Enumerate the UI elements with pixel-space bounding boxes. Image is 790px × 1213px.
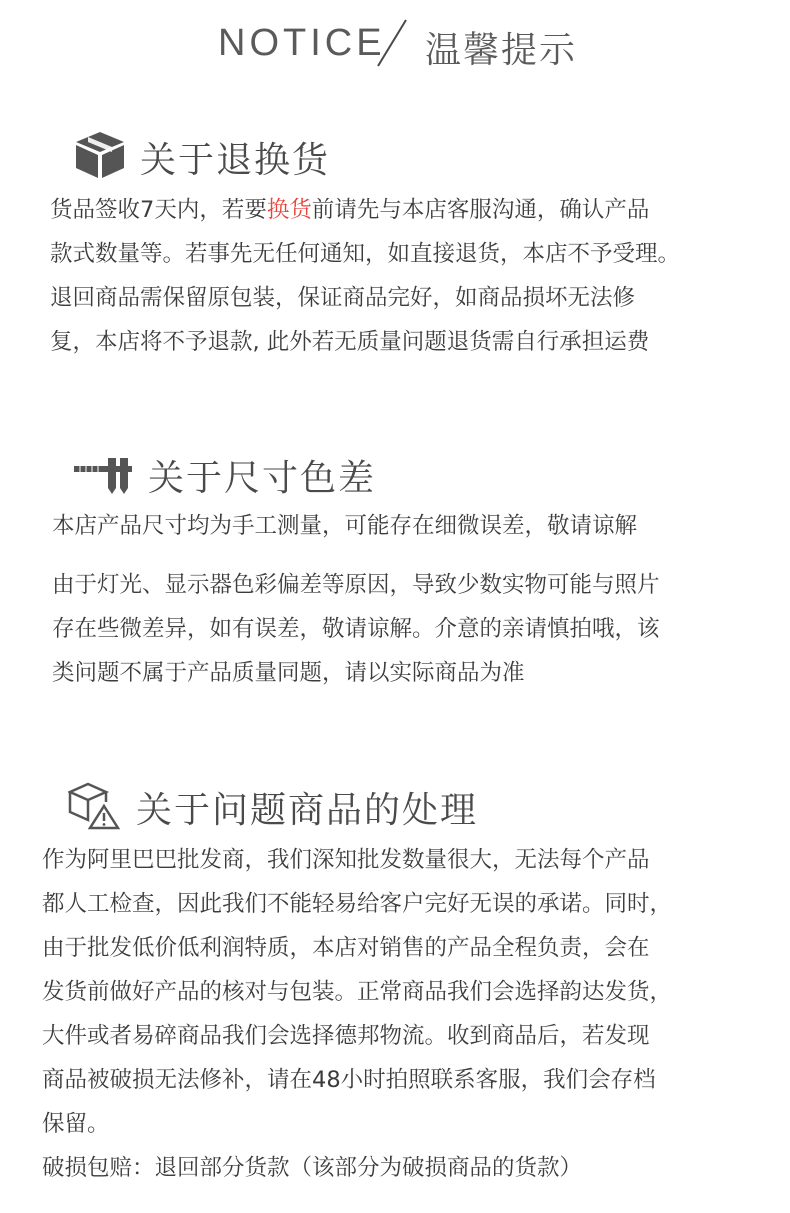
section-problem-label: 关于问题商品的处理 <box>136 789 479 831</box>
text-line: 复，本店将不予退款, 此外若无质量问题退货需自行承担运费 <box>50 329 650 355</box>
text-line: 发货前做好产品的核对与包装。正常商品我们会选择韵达发货， <box>42 979 673 1005</box>
section-returns-label: 关于退换货 <box>140 139 331 181</box>
text-line: 保留。 <box>42 1111 110 1137</box>
text-line: 大件或者易碎商品我们会选择德邦物流。收到商品后，若发现 <box>42 1023 650 1049</box>
caliper-icon <box>74 448 134 502</box>
text-line: 作为阿里巴巴批发商，我们深知批发数量很大，无法每个产品 <box>42 847 650 873</box>
box-icon <box>74 130 126 184</box>
text-line <box>50 188 680 232</box>
slash-divider <box>372 18 412 70</box>
section-returns-title <box>74 130 330 184</box>
text-line: 款式数量等。若事先无任何通知，如直接退货，本店不予受理。 <box>50 241 681 267</box>
highlight-exchange: 换货 <box>266 197 312 223</box>
notice-title-cn: 温馨提示 <box>425 30 578 71</box>
text-line: 类问题不属于产品质量同题，请以实际商品为准 <box>52 660 525 686</box>
text-line: 退回商品需保留原包装，保证商品完好，如商品损坏无法修 <box>50 285 636 311</box>
text-line: 商品被破损无法修补，请在48小时拍照联系客服，我们会存档 <box>42 1067 656 1093</box>
notice-header <box>0 18 790 70</box>
text-line: 由于灯光、显示器色彩偏差等原因，导致少数实物可能与照片 <box>52 572 660 598</box>
text-line: 本店产品尺寸均为手工测量，可能存在细微误差，敬请谅解 <box>52 513 638 539</box>
text-span: 前请先与本店客服沟通，确认产品 <box>311 197 650 223</box>
text-span: 货品签收7天内，若要 <box>50 197 267 223</box>
text-line: 破损包赔：退回部分货款（该部分为破损商品的货款） <box>42 1155 583 1181</box>
section-size-label: 关于尺寸色差 <box>148 457 377 499</box>
text-line: 由于批发低价低利润特质，本店对销售的产品全程负责，会在 <box>42 935 650 961</box>
size-paragraph-2 <box>52 563 660 695</box>
notice-title-en: NOTICE <box>218 22 386 64</box>
size-paragraph-1 <box>52 504 637 548</box>
section-problem-title <box>68 780 478 834</box>
damaged-box-warning-icon <box>68 780 120 834</box>
returns-paragraph <box>50 188 680 364</box>
text-line: 都人工检查，因此我们不能轻易给客户完好无误的承诺。同时， <box>42 891 673 917</box>
text-line: 存在些微差异，如有误差，敬请谅解。介意的亲请慎拍哦，该 <box>52 616 660 642</box>
problem-paragraph <box>42 838 672 1190</box>
section-size-title <box>74 448 376 502</box>
